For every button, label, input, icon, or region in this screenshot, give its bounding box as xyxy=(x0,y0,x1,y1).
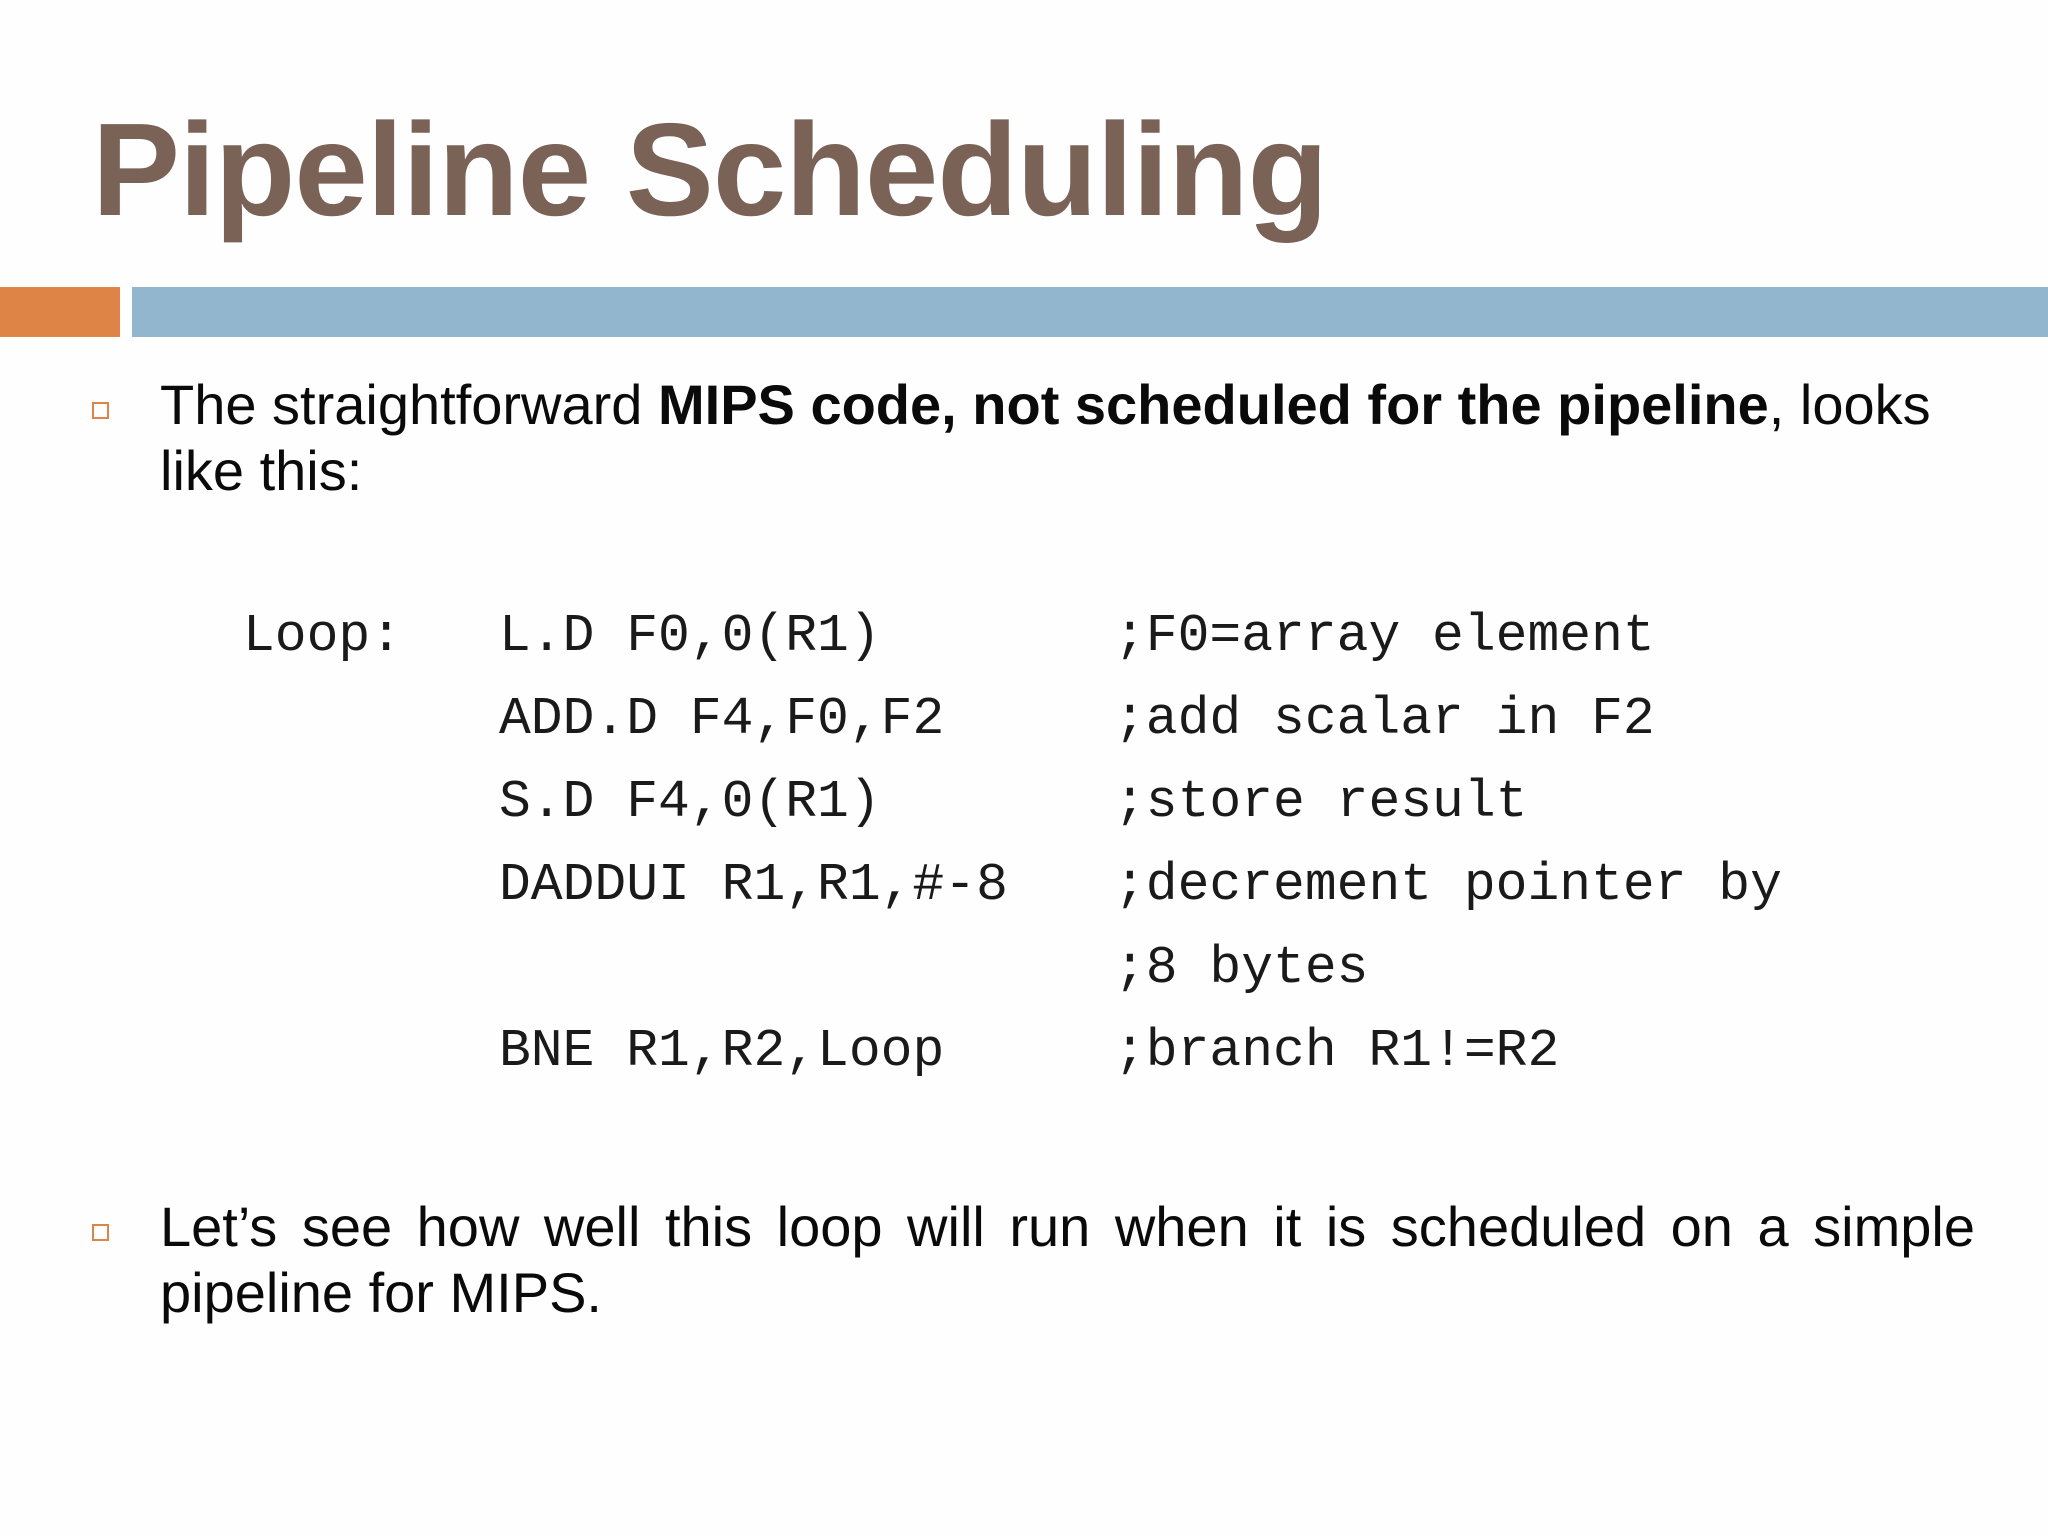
code-comment-1: ;F0=array element xyxy=(1114,606,1655,666)
bullet-1-bold: MIPS code, not scheduled for the pipeline xyxy=(657,373,1769,436)
bullet-1-suffix: , looks like this: xyxy=(160,373,1931,502)
code-instruction-3: S.D F4,0(R1) xyxy=(499,772,881,832)
code-comment-4: ;decrement pointer by xyxy=(1114,855,1782,915)
bullet-square-icon xyxy=(92,402,109,419)
code-comment-6: ;branch R1!=R2 xyxy=(1114,1021,1560,1081)
code-instruction-4: DADDUI R1,R1,#-8 xyxy=(499,855,1008,915)
code-comment-3: ;store result xyxy=(1114,772,1528,832)
code-instruction-1: L.D F0,0(R1) xyxy=(499,606,881,666)
slide-title: Pipeline Scheduling xyxy=(92,96,1328,243)
bullet-square-icon xyxy=(92,1224,109,1241)
code-comment-2: ;add scalar in F2 xyxy=(1114,689,1655,749)
bullet-text-1 xyxy=(160,372,1975,504)
title-divider-bar xyxy=(132,287,2048,337)
bullet-text-2: Let’s see how well this loop will run when it is scheduled on a simple pipeline for MIPS. xyxy=(160,1195,1975,1324)
code-label: Loop: xyxy=(243,606,403,666)
code-instruction-2: ADD.D F4,F0,F2 xyxy=(499,689,945,749)
bullet-1-prefix: The straightforward xyxy=(160,373,658,436)
title-accent-bar xyxy=(0,287,120,337)
code-instruction-6: BNE R1,R2,Loop xyxy=(499,1021,945,1081)
code-comment-5: ;8 bytes xyxy=(1114,938,1369,998)
